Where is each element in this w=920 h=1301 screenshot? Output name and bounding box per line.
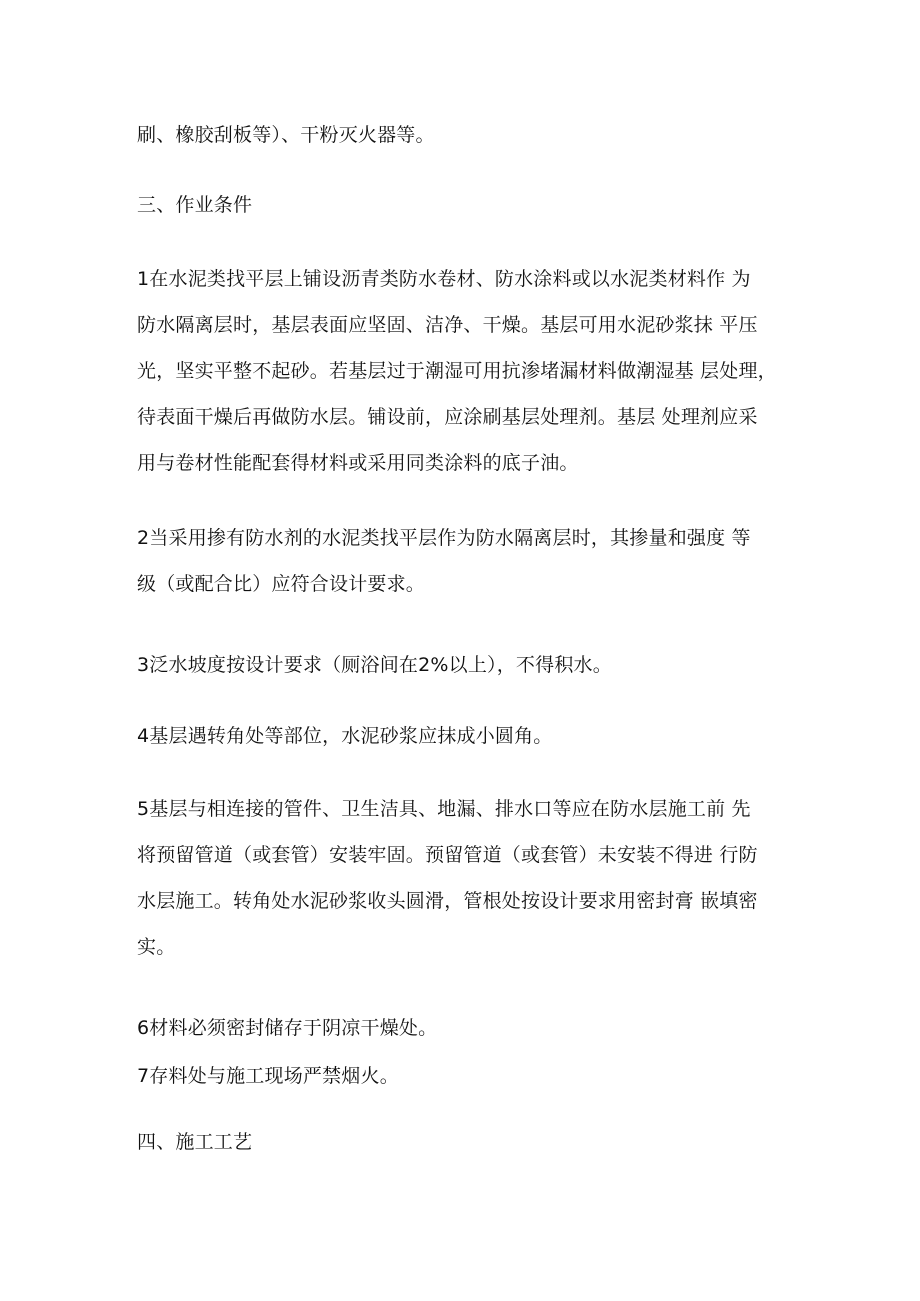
item-1-line-5: 用与卷材性能配套得材料或采用同类涂料的底子油。 <box>137 452 579 474</box>
item-1-line-3: 光，坚实平整不起砂。若基层过于潮湿可用抗渗堵漏材料做潮湿基 层处理， <box>137 360 777 382</box>
item-4: 4基层遇转角处等部位，水泥砂浆应抹成小圆角。 <box>137 725 553 747</box>
item-1-line-4: 待表面干燥后再做防水层。铺设前，应涂刷基层处理剂。基层 处理剂应采 <box>137 406 758 428</box>
item-5-line-1: 5基层与相连接的管件、卫生洁具、地漏、排水口等应在防水层施工前 先 <box>137 798 751 820</box>
item-1-line-2: 防水隔离层时，基层表面应坚固、洁净、干燥。基层可用水泥砂浆抹 平压 <box>137 314 758 336</box>
section-heading-construction-process: 四、施工工艺 <box>137 1131 253 1153</box>
item-6: 6材料必须密封储存于阴凉干燥处。 <box>137 1017 438 1039</box>
item-5-line-4: 实。 <box>137 936 176 958</box>
item-5-line-3: 水层施工。转角处水泥砂浆收头圆滑，管根处按设计要求用密封膏 嵌填密 <box>137 890 758 912</box>
item-7: 7存料处与施工现场严禁烟火。 <box>137 1065 399 1087</box>
item-1-line-1: 1在水泥类找平层上铺设沥青类防水卷材、防水涂料或以水泥类材料作 为 <box>137 268 751 290</box>
item-2-line-1: 2当采用掺有防水剂的水泥类找平层作为防水隔离层时，其掺量和强度 等 <box>137 527 751 549</box>
item-5-line-2: 将预留管道（或套管）安装牢固。预留管道（或套管）未安装不得进 行防 <box>137 844 758 866</box>
item-2-line-2: 级（或配合比）应符合设计要求。 <box>137 573 426 595</box>
paragraph-line-tools-continued: 刷、橡胶刮板等）、干粉灭火器等。 <box>137 124 435 146</box>
item-3: 3泛水坡度按设计要求（厕浴间在2%以上），不得积水。 <box>137 654 612 676</box>
section-heading-operating-conditions: 三、作业条件 <box>137 194 253 216</box>
